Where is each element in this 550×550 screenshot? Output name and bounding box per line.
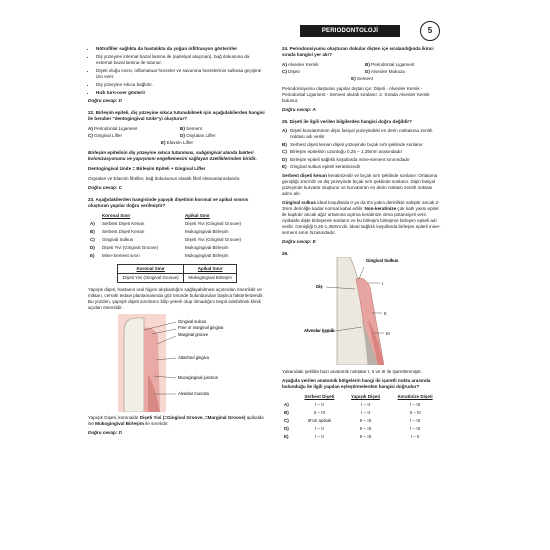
explanation: Gingival sulkus ideal koşullarda 0 ya da 0'a yakın derinlikte sahiptir ancak 2-3mm derinliğe kadar normal kabul edilir. Non-keratinize çok katlı yassı epitel ile kaplıdır ancak ağız ortamına açılma keratinize olma potansiyeli verir. Apikalde dişte birleşerek sonlanır ve bu birleşim birleşime birleşim epiteli adı verilir. Genişliği 0,25-1,35mm'dir. İdeal sağlıklı koşullarda birleşim epiteli mine-sement sınırı hizasındadır. [282,200,441,235]
figure-label: I [382,281,384,286]
column-header: Serbest Dişeti [304,394,335,399]
option-d[interactable]: D) I – II II – III I – III [284,426,421,431]
answer-label: Doğru cevap: D [88,98,122,103]
option-e[interactable]: E) Elavnin Lifler [160,140,194,145]
figure-label: Free or marginal gingiva [178,325,224,330]
question-text: 22. Birleşim epiteli, diş yüzeyine sıkıca tutunabilmek için aşağıdakilerden hangisi ile beraber "dentogingival ünite"yi oluşturur? [88,110,265,121]
explanation: Yapışık dişeti, hastanın oral hijyen alışkanlığını sağlayabilmesi açısından önemlidir ve miktarı, cerrahi tedavi planlamasında göz önünde bulundurulan başlıca faktörlerdendir. Bu yüzden, yapışık dişeti sınırlarını bilip yeterli olup olmadığını tespit edebilmek klinik açıdan önemlidir. [88,287,264,310]
column-header: Apikal Sınır [185,213,210,218]
options-table [88,212,266,260]
option-c[interactable]: C) Dişeti [282,69,300,74]
column-header: Keratinize Dişeti [397,394,433,399]
explanation: Periodonsiyumu oluşturan yapılar dıştan içe: Dişeti - Alveoler Kemik - Periodontal Ligament - Sement olarak sıralanır. 2. Sırada Alveoler Kemik bulunur. [282,86,430,103]
option-b[interactable]: B) Serbest Dişeti Kenarı Mukogingival Birleşim [90,229,229,234]
right-column [282,46,442,441]
figure-label: Gingival sulcus [178,319,207,324]
bullet-item: • Diş yüzeyine sıkıca bağlıdır. [96,82,266,88]
option-a[interactable]: A) Periodontal Ligament [88,126,138,131]
option-a[interactable]: A) I – II I – II I – III [284,402,421,407]
tooth-figure [282,257,442,365]
options-grid [88,126,266,146]
answer-table: Koronal Sınır Apikal Sınır Dişeti Yivi (Gingival Groove) Mukogingival Birleşim [117,264,237,283]
bullet-list [88,46,266,96]
options-list [282,128,442,170]
formula: Dentogingival Ünite = Birleşim Epiteli + Gingival Lifler [88,166,206,171]
option-d[interactable]: D) Oxytalan Lifler [180,133,216,138]
question-text: 23. Aşağıdakilerden hangisinde yapışık dişetinin koronal ve apikal sınırını oluşturan yapılar doğru verilmiştir? [88,197,249,208]
question-text: 24. Periodonsiyumu oluşturan dokular dişten içe sıralandığında ikinci sırada hangisi yer alır? [282,46,434,57]
figure-label: II [384,311,387,316]
option-b[interactable]: B) II – III I – II II – III [284,410,421,415]
gingiva-diagram [88,314,266,412]
figure-caption: Yapışık Dişeti, koronalde Dişeti Yivi (=Gingival Groove, =Marginal Groove) apikalde ise Mukogingival Birleşim ile sınırlıdır. [88,415,264,426]
column-header: Koronal Sınır [102,213,131,218]
tooth-diagram [282,257,442,365]
figure-label: Mucogingival junction [178,375,219,380]
options-table [282,393,442,441]
bullet-item: • Diş yüzeyine internal bazal lamina ile (epitelyal ataçman), bağ dokusuna da external bazal lamina ile tutunur. [96,54,266,66]
option-a[interactable]: A) Dişeti kurvatürünün dişin fasiyal yüzeyindeki en derin noktasına zenith noktası adı verilir [282,128,433,139]
option-d[interactable]: D) Alveoler Mukoza [365,69,405,74]
question-text: Yukarıdaki şekilde bazı anatomik noktalar I, II ve III ile işaretlenmiştir. [282,369,422,374]
question-number: 26. [282,251,289,256]
left-column [88,46,266,436]
answer-label: Doğru cevap: A [282,107,316,112]
option-c[interactable]: C) Gingival Sulkus Dişeti Yivi (Gingival Groove) [90,237,242,242]
question-25 [282,119,442,245]
option-b[interactable]: B) Sement [180,126,202,131]
figure-label: Gingival Sulkus [366,258,399,263]
bullet-item: • Nötrofiller sağlıkta da hastalıkta da yoğun infiltrasyon gösterirler [96,46,266,52]
answer-label: Doğru cevap: D [88,430,122,435]
question-23 [88,197,266,436]
question-24 [282,46,442,113]
question-text: Aşağıda verilen anatomik bölgelerin hangi iki işaretli nokta arasında bulunduğu ile ilgili yapılan eşleştirmelerden hangisi doğrudur? [282,378,431,389]
option-e[interactable]: E) I – II II – III I – II [284,434,420,439]
option-b[interactable]: B) Serbest dişeti kenarı dişeti yüzeyinde bıçak sırtı şeklinde sonlanır [282,141,423,147]
figure-label: Diş [316,284,323,289]
explanation: Birleşim epitelinin diş yüzeyine sıkıca tutunması, subgingival alanda bakteri kolonizasyonunu ve yapışımını engellemesini sağlayan özelliklerinden biridir. [88,150,257,161]
option-d[interactable]: D) Birleşim epiteli sağlıklı koşullarda mine-sement sınırındadır [282,156,410,162]
option-e[interactable]: E) Gingival sulkus epiteli keratinizedir [282,164,361,169]
option-a[interactable]: A) Alveoler Kemik [282,62,319,67]
option-e[interactable]: E) Mine-Sement sınırı Mukogingival Birleşim [90,253,229,258]
page-header-title: PERIODONTOLOJİ [300,25,400,37]
bullet-item: • Hızlı turn-over gösterir [96,90,266,96]
answer-label: Doğru cevap: C [88,185,122,190]
bullet-item: • Dişeti oluğu sıvısı, inflamatuar hücreler ve savunma hücrelerinin sulkusa geçişine izin verir. [96,68,266,80]
figure-label: Alveolar mucosa [178,391,209,396]
option-b[interactable]: B) Periodontal Ligament [365,62,415,67]
page-number: 5 [420,21,440,41]
figure-label: III [386,331,390,336]
question-text: 25. Dişeti ile ilgili verilen bilgilerden hangisi doğru değildir? [282,119,412,124]
explanation: Serbest dişeti kenarı keratinizedir ve bıçak sırtı şeklinde sonlanır. Ortalama genişliği 1mm'dir ve diş yüzeyinde bıçak sırtı şeklinde sonlanır. Dişin fasiyal yüzeyinde kurvatür oluşturur ve kurvatürün en derin noktası zenith noktası adını alır. [282,173,438,196]
option-c[interactable]: C) III'ün apikali II – III I – III [284,418,421,423]
question-26 [282,251,442,441]
figure-label: Marginal groove [178,332,209,337]
option-c[interactable]: C) Birleşim epitelinin uzunluğu 0,25 – 1,35mm arasındadır [282,149,403,154]
options-grid [282,62,442,82]
column-header: Yapışık Dişeti [351,394,381,399]
option-a[interactable]: A) Serbest Dişeti Kenarı Dişeti Yivi (Gingival Groove) [90,221,242,226]
answer-label: Doğru cevap: E [282,239,316,244]
gingiva-figure [88,314,266,412]
option-e[interactable]: E) Sement [351,76,373,81]
question-22 [88,110,266,191]
tooth-shape [124,318,144,412]
figure-label: Alveolar kemik [304,328,335,333]
option-d[interactable]: D) Dişeti Yivi (Gingival Groove) Mukogingival Birleşim [90,245,229,250]
figure-label: Attached gingiva [178,355,209,360]
option-c[interactable]: C) Gingival Lifler [88,133,122,138]
explanation: Oxytalan ve Elavnin fibriller, bağ dokusunun elastik fibril elemanlarındandır. [88,176,241,181]
